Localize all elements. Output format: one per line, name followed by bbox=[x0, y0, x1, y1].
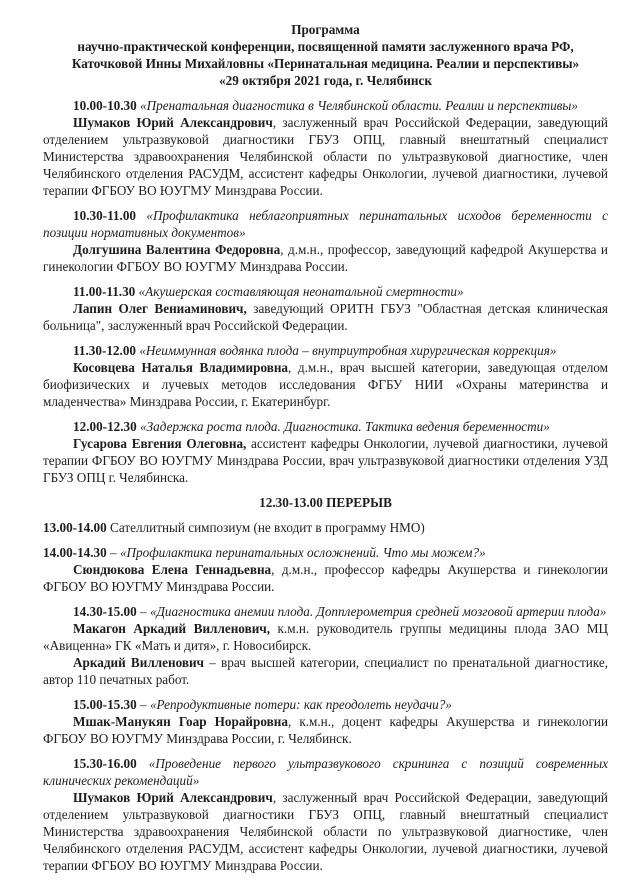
session-time: 14.00-14.30 bbox=[43, 545, 107, 560]
speaker-name: Шумаков Юрий Александрович bbox=[73, 790, 273, 805]
speaker-paragraph: Сюндюкова Елена Геннадьевна, д.м.н., профессор кафедры Акушерства и гинекологии ФГБОУ ВО ЮУГМУ Минздрава России. bbox=[43, 562, 608, 594]
session-title bbox=[43, 755, 608, 789]
session-time: 15.00-15.30 bbox=[73, 697, 137, 712]
speaker-paragraph: Макагон Аркадий Вилленович, к.м.н. руководитель группы медицины плода ЗАО МЦ «Авиценна» ГК «Мать и дитя», г. Новосибирск. bbox=[43, 621, 608, 653]
speaker-name: Аркадий Вилленович bbox=[73, 655, 204, 670]
speaker-paragraph: Шумаков Юрий Александрович, заслуженный врач Российской Федерации, заведующий отделением ультразвуковой диагностики ГБУЗ ОПЦ, главный внештатный специалист Министерства здравоохранения Челябинской области по ультразвуковой диагностике, член Челябинского отделения РАСУДМ, ассистент кафедры Онкологии, лучевой диагностики, лучевой терапии ФГБОУ ВО ЮУГМУ Минздрава России. bbox=[43, 115, 608, 198]
session-time: 11.00-11.30 bbox=[73, 284, 136, 299]
satellite-symposium-line: 13.00-14.00 Сателлитный симпозиум (не входит в программу НМО) bbox=[43, 520, 425, 535]
session-title bbox=[43, 342, 608, 359]
session-time: 15.30-16.00 bbox=[73, 756, 137, 771]
talk-title: «Проведение первого ультразвукового скрининга с позиций современных клинических рекомендаций» bbox=[43, 756, 608, 788]
document-title-line: Каточковой Инны Михайловны «Перинатальная медицина. Реалии и перспективы» bbox=[71, 56, 580, 71]
document-title-line: научно-практической конференции, посвященной памяти заслуженного врача РФ, bbox=[77, 39, 574, 54]
session-title bbox=[43, 97, 608, 114]
session-title bbox=[43, 283, 608, 300]
session-time: 13.00-14.00 bbox=[43, 520, 107, 535]
talk-title: «Профилактика перинатальных осложнений. Что мы можем?» bbox=[119, 545, 486, 560]
session-title: 15.00-15.30 – «Репродуктивные потери: как преодолеть неудачи?» bbox=[73, 697, 452, 712]
speaker-name: Макагон Аркадий Вилленович, bbox=[73, 621, 271, 636]
document-title-line: Программа bbox=[291, 22, 360, 37]
document-title-line: «29 октября 2021 года, г. Челябинск bbox=[219, 73, 432, 88]
session-time: 14.30-15.00 bbox=[73, 604, 137, 619]
speaker-name: Шумаков Юрий Александрович bbox=[73, 115, 273, 130]
talk-title: «Репродуктивные потери: как преодолеть неудачи?» bbox=[149, 697, 452, 712]
speaker-paragraph: Лапин Олег Вениаминович, заведующий ОРИТН ГБУЗ "Областная детская клиническая больница", заслуженный врач Российской Федерации. bbox=[43, 301, 608, 333]
program-body bbox=[43, 97, 608, 874]
talk-title: «Акушерская составляющая неонатальной смертности» bbox=[138, 284, 464, 299]
session-time: 10.00-10.30 bbox=[73, 98, 137, 113]
session-time: 11.30-12.00 bbox=[73, 343, 137, 358]
session-title: 14.30-15.00 – «Диагностика анемии плода. Допплерометрия средней мозговой артерии плода» bbox=[73, 604, 607, 619]
speaker-paragraph: Косовцева Наталья Владимировна, д.м.н., врач высшей категории, заведующая отделом биофизических и лучевых методов исследования ФГБУ НИИ «Охраны материнства и младенчества» Минздрава России, г. Екатеринбург. bbox=[43, 360, 608, 409]
speaker-paragraph: Долгушина Валентина Федоровна, д.м.н., профессор, заведующий кафедрой Акушерства и гинекологии ФГБОУ ВО ЮУГМУ Минздрава России. bbox=[43, 242, 608, 274]
document-title bbox=[43, 21, 608, 89]
talk-title: «Профилактика неблагоприятных перинатальных исходов беременности с позиции нормативных документов» bbox=[43, 208, 608, 240]
speaker-paragraph: Шумаков Юрий Александрович, заслуженный врач Российской Федерации, заведующий отделением ультразвуковой диагностики ГБУЗ ОПЦ, главный внештатный специалист Министерства здравоохранения Челябинской области по ультразвуковой диагностике, член Челябинского отделения РАСУДМ, ассистент кафедры Онкологии, лучевой диагностики, лучевой терапии ФГБОУ ВО ЮУГМУ Минздрава России. bbox=[43, 790, 608, 873]
speaker-name: Сюндюкова Елена Геннадьевна bbox=[73, 562, 272, 577]
session-time: 12.00-12.30 bbox=[73, 419, 137, 434]
speaker-name: Гусарова Евгения Олеговна, bbox=[73, 436, 247, 451]
session-title bbox=[43, 207, 608, 241]
session-title: 14.00-14.30 – «Профилактика перинатальных осложнений. Что мы можем?» bbox=[43, 545, 486, 560]
speaker-paragraph: Мшак-Манукян Гоар Норайровна, к.м.н., доцент кафедры Акушерства и гинекологии ФГБОУ ВО ЮУГМУ Минздрава России, г. Челябинск. bbox=[43, 714, 608, 746]
session-time: 10.30-11.00 bbox=[73, 208, 137, 223]
speaker-paragraph: Аркадий Вилленович – врач высшей категории, специалист по пренатальной диагностике, автор 110 печатных работ. bbox=[43, 655, 608, 687]
speaker-name: Лапин Олег Вениаминович, bbox=[73, 301, 247, 316]
speaker-paragraph: Гусарова Евгения Олеговна, ассистент кафедры Онкологии, лучевой диагностики, лучевой терапии ФГБОУ ВО ЮУГМУ Минздрава России, врач ультразвуковой диагностики отделения УЗД ГБУЗ ОПЦ г. Челябинска. bbox=[43, 436, 608, 485]
speaker-name: Мшак-Манукян Гоар Норайровна bbox=[73, 714, 288, 729]
talk-title: «Пренатальная диагностика в Челябинской области. Реалии и перспективы» bbox=[140, 98, 578, 113]
session-title bbox=[43, 418, 608, 435]
break-heading: 12.30-13.00 ПЕРЕРЫВ bbox=[259, 495, 392, 510]
talk-title: «Неиммунная водянка плода – внутриутробная хирургическая коррекция» bbox=[139, 343, 557, 358]
speaker-name: Долгушина Валентина Федоровна bbox=[73, 242, 281, 257]
talk-title: «Задержка роста плода. Диагностика. Тактика ведения беременности» bbox=[140, 419, 550, 434]
talk-title: «Диагностика анемии плода. Допплерометрия средней мозговой артерии плода» bbox=[149, 604, 607, 619]
speaker-name: Косовцева Наталья Владимировна bbox=[73, 360, 289, 375]
